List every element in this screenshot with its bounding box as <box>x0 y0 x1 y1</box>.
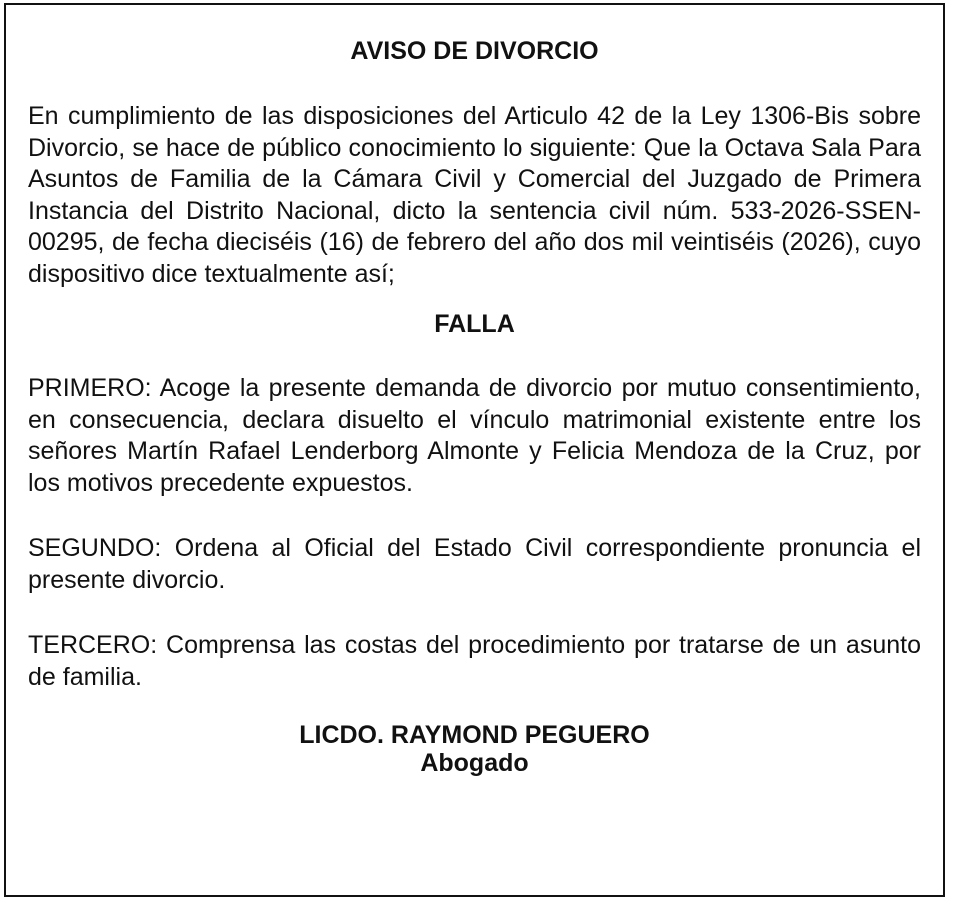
tercero-paragraph: TERCERO: Comprensa las costas del procedimiento por tratarse de un asunto de familia. <box>28 631 921 691</box>
notice-title: AVISO DE DIVORCIO <box>350 37 599 65</box>
signature-name: LICDO. RAYMOND PEGUERO <box>299 721 650 749</box>
falla-heading: FALLA <box>434 310 515 338</box>
divorce-notice <box>4 3 945 897</box>
intro-paragraph: En cumplimiento de las disposiciones del Articulo 42 de la Ley 1306-Bis sobre Divorcio, se hace de público conocimiento lo siguiente: Que la Octava Sala Para Asuntos de Familia de la Cámara Civil y Comercial del Juzgado de Primera Instancia del Distrito Nacional, dicto la sentencia civil núm. 533-2026-SSEN-00295, de fecha dieciséis (16) de febrero del año dos mil veintiséis (2026), cuyo dispositivo dice textualmente así; <box>28 102 921 288</box>
primero-paragraph: PRIMERO: Acoge la presente demanda de divorcio por mutuo consentimiento, en consecuencia, declara disuelto el vínculo matrimonial existente entre los señores Martín Rafael Lenderborg Almonte y Felicia Mendoza de la Cruz, por los motivos precedente expuestos. <box>28 374 921 497</box>
segundo-paragraph: SEGUNDO: Ordena al Oficial del Estado Civil correspondiente pronuncia el presente divorcio. <box>28 534 921 594</box>
signature-title: Abogado <box>420 749 529 777</box>
signature-block <box>28 721 921 777</box>
